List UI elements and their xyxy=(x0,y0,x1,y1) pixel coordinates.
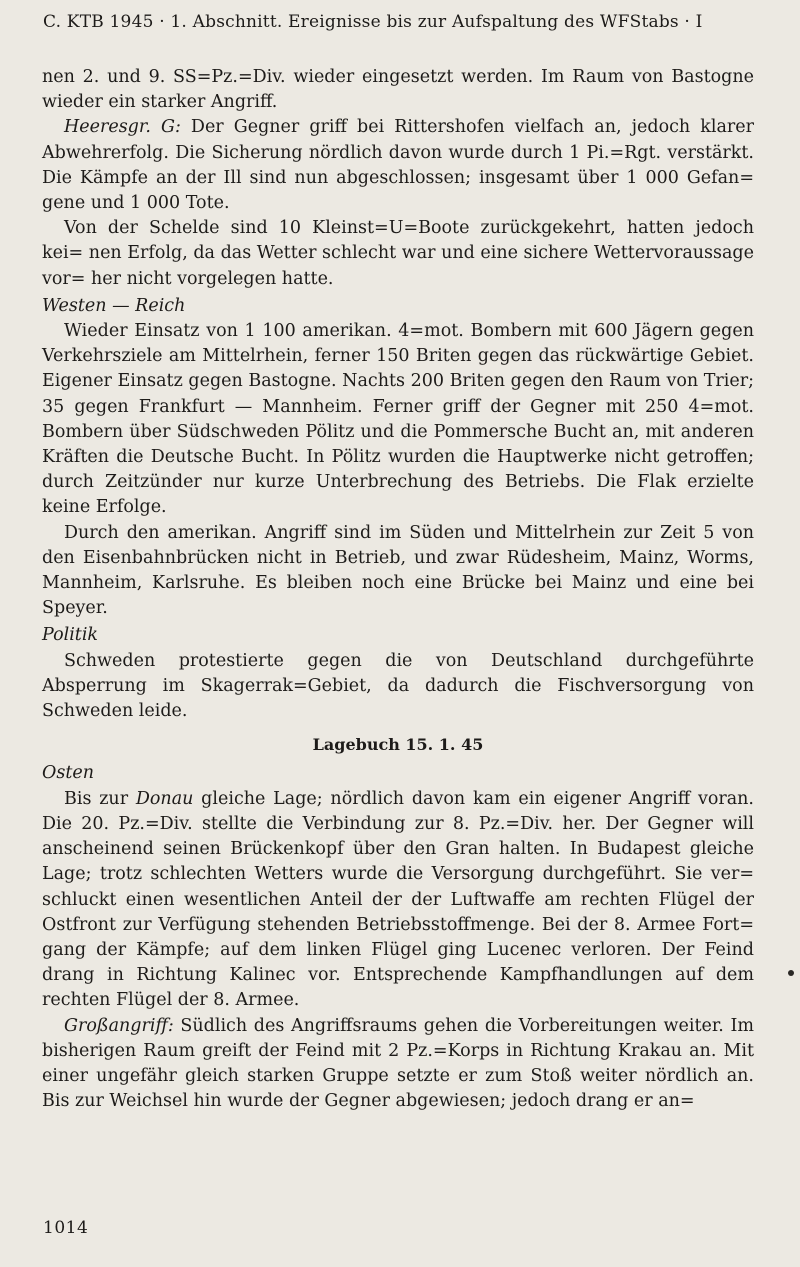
paragraph-text: Bis zur xyxy=(64,788,136,809)
paragraph-bridges: Durch den amerikan. Angriff sind im Süden und Mittelrhein zur Zeit 5 von den Eisenbahnbrücken nicht in Betrieb, und zwar Rüdesheim, Mainz, Worms, Mannheim, Karlsruhe. Es bleiben noch eine Brücke bei Mainz und eine bei Speyer. xyxy=(42,522,754,619)
paragraph-donau xyxy=(42,787,754,1014)
paragraph-text: Südlich des Angriffsraums gehen die Vorbereitungen weiter. Im bisherigen Raum greift der Feind mit 2 Pz.=Korps in Richtung Krakau an. Mit einer ungefähr gleich starken Gruppe setzte er zum Stoß weiter nördlich an. Bis zur Weichsel hin wurde der Gegner abgewiesen; jedoch drang er an= xyxy=(42,1015,754,1112)
margin-mark xyxy=(788,970,794,976)
paragraph-schelde: Von der Schelde sind 10 Kleinst=U=Boote zurückgekehrt, hatten jedoch kei= nen Erfolg, da das Wetter schlecht war und eine sichere Wettervoraussage vor= her nicht vorgelegen hatte. xyxy=(42,218,754,289)
section-heading-osten: Osten xyxy=(42,763,94,784)
paragraph-heeresgruppe-g xyxy=(42,115,754,216)
paragraph-air-raids: Wieder Einsatz von 1 100 amerikan. 4=mot. Bombern mit 600 Jägern gegen Verkehrsziele am Mittelrhein, ferner 150 Briten gegen das rückwärtige Gebiet. Eigener Einsatz gegen Bastogne. Nachts 200 Briten gegen den Raum von Trier; 35 gegen Frankfurt — Mannheim. Ferner griff der Gegner mit 250 4=mot. Bombern über Südschweden Pölitz und die Pommersche Bucht an, mit anderen Kräften die Deutsche Bucht. In Pölitz wurden die Hauptwerke nicht getroffen; durch Zeitzünder nur kurze Unterbrechung des Betriebs. Die Flak erzielte keine Erfolge. xyxy=(42,321,754,518)
section-heading-politik: Politik xyxy=(42,625,99,646)
logbook-date-heading: Lagebuch 15. 1. 45 xyxy=(312,735,484,755)
running-head: C. KTB 1945 · 1. Abschnitt. Ereignisse bis zur Aufspaltung des WFStabs · I xyxy=(43,12,703,32)
paragraph-text: gleiche Lage; nördlich davon kam ein eigener Angriff voran. Die 20. Pz.=Div. stellte die Verbindung zur 8. Pz.=Div. her. Der Gegner will anscheinend seinen Brückenkopf über den Gran halten. In Budapest gleiche Lage; trotz schlechten Wetters wurde die Versorgung durchgeführt. Sie ver= schluckt einen wesentlichen Anteil der der Luftwaffe am rechten Flügel der Ostfront zur Verfügung stehenden Betriebsstoffmenge. Bei der 8. Armee Fort= gang der Kämpfe; auf dem linken Flügel ging Lucenec verloren. Der Feind drang in Richtung Kalinec vor. Entsprechende Kampfhandlungen auf dem rechten Flügel der 8. Armee. xyxy=(42,788,754,1011)
run-in-label: Großangriff: xyxy=(64,1015,174,1036)
italic-place-name: Donau xyxy=(135,788,194,809)
paragraph-text: Der Gegner griff bei Rittershofen vielfach an, jedoch klarer Abwehrerfolg. Die Sicherung nördlich davon wurde durch 1 Pi.=Rgt. verstärkt. Die Kämpfe an der Ill sind nun abgeschlossen; insgesamt über 1 000 Gefan= gene und 1 000 Tote. xyxy=(42,117,754,214)
run-in-label: Heeresgr. G: xyxy=(64,117,181,138)
page-body xyxy=(42,65,754,1114)
page-number: 1014 xyxy=(43,1218,89,1238)
paragraph-continuation: nen 2. und 9. SS=Pz.=Div. wieder eingesetzt werden. Im Raum von Bastogne wieder ein starker Angriff. xyxy=(42,67,754,113)
paragraph-sweden: Schweden protestierte gegen die von Deutschland durchgeführte Absperrung im Skagerrak=Gebiet, da dadurch die Fischversorgung von Schweden leide. xyxy=(42,650,754,722)
section-heading-westen-reich: Westen — Reich xyxy=(42,295,186,316)
paragraph-grossangriff xyxy=(42,1014,754,1115)
